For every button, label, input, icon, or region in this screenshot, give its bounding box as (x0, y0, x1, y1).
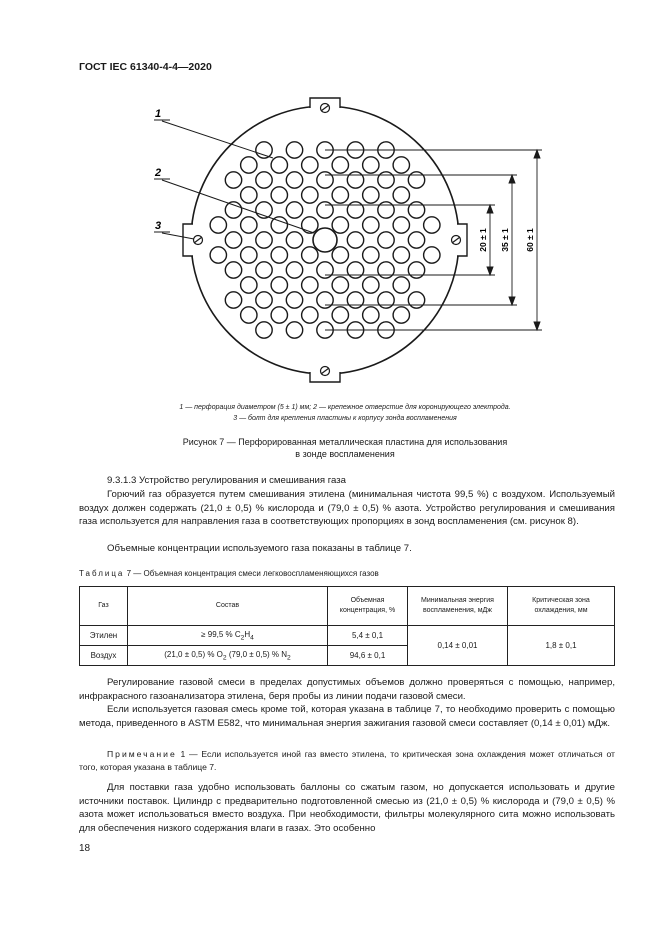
perforation-hole (317, 292, 333, 308)
header-min-energy: Минимальная энергия воспламенения, мДж (408, 587, 508, 626)
perforation-hole (241, 217, 257, 233)
comp-subscript: 2 (240, 634, 245, 642)
perforation-hole (363, 277, 379, 293)
table-caption-label: Таблица (79, 569, 125, 578)
perforation-hole (256, 292, 272, 308)
perforation-hole (363, 307, 379, 323)
figure-caption-line-2: в зонде воспламенения (295, 449, 395, 459)
perforation-hole (241, 157, 257, 173)
perforation-hole (210, 247, 226, 263)
perforation-hole (302, 277, 318, 293)
cell-concentration: 94,6 ± 0,1 (328, 646, 408, 666)
comp-part: ≥ 99,5 % C (201, 629, 241, 639)
perforation-hole (393, 187, 409, 203)
perforation-hole (256, 232, 272, 248)
perforation-hole (271, 277, 287, 293)
perforation-hole (302, 217, 318, 233)
perforation-hole (286, 262, 302, 278)
perforation-hole (225, 262, 241, 278)
perforation-hole (286, 322, 302, 338)
perforation-hole (332, 307, 348, 323)
perforation-hole (424, 247, 440, 263)
perforation-hole (347, 292, 363, 308)
perforation-hole (286, 292, 302, 308)
perforation-hole (332, 247, 348, 263)
perforation-hole (317, 172, 333, 188)
perforation-hole (393, 217, 409, 233)
perforation-hole (225, 202, 241, 218)
table-header-row (80, 587, 615, 626)
perforation-hole (332, 277, 348, 293)
comp-subscript: 4 (250, 634, 254, 642)
dimension-60: 60 ± 1 (525, 228, 535, 252)
dimension-20: 20 ± 1 (478, 228, 488, 252)
header-quench-zone: Критическая зона охлаждения, мм (508, 587, 615, 626)
perforation-hole (256, 142, 272, 158)
perforation-hole (210, 217, 226, 233)
perforation-hole (363, 217, 379, 233)
perforation-hole (378, 262, 394, 278)
perforated-plate-figure (140, 92, 560, 392)
paragraph-5: Для поставки газа удобно использовать баллоны со сжатым газом, но допускается использовать и другие источники поставок. Цилиндр с предварительно подготовленной смесью из (21,0 ± 0,5) % кислорода и (79,0 ± 0,5) % азота может использоваться вместо воздуха. При необходимости, фильтры молекулярного сита можно использовать для обеспечения низкого содержания влаги в газах. Это особенно (79, 782, 615, 834)
perforation-hole (347, 202, 363, 218)
header-composition: Состав (128, 587, 328, 626)
perforation-hole (408, 202, 424, 218)
perforation-hole (241, 307, 257, 323)
perforation-hole (378, 172, 394, 188)
perforation-hole (286, 172, 302, 188)
cell-concentration: 5,4 ± 0,1 (328, 626, 408, 646)
perforation-hole (302, 187, 318, 203)
perforation-hole (393, 157, 409, 173)
perforation-hole (271, 157, 287, 173)
perforation-hole (302, 307, 318, 323)
perforation-hole (378, 292, 394, 308)
callout-2: 2 (155, 167, 162, 179)
cell-composition (128, 646, 328, 666)
table-row (80, 626, 615, 646)
cell-composition (128, 626, 328, 646)
perforation-hole (408, 262, 424, 278)
section-heading: 9.3.1.3 Устройство регулирования и смешивания газа (107, 475, 346, 486)
figure-legend-line-2: 3 — болт для крепления пластины к корпусу зонда воспламенения (233, 415, 457, 422)
note-1 (79, 748, 615, 774)
perforation-hole (317, 202, 333, 218)
paragraph-2: Объемные концентрации используемого газа показаны в таблице 7. (107, 543, 412, 554)
figure-legend-line-1: 1 — перфорация диаметром (5 ± 1) мм; 2 — крепежное отверстие для коронирующего электрода. (179, 404, 511, 411)
electrode-mount-hole (313, 228, 337, 252)
perforation-hole (317, 262, 333, 278)
perforation-hole (363, 247, 379, 263)
perforation-hole (302, 247, 318, 263)
perforation-hole (302, 157, 318, 173)
cell-gas: Воздух (80, 646, 128, 666)
perforation-hole (363, 187, 379, 203)
comp-part: H (244, 629, 251, 639)
document-header: ГОСТ IEC 61340-4-4—2020 (79, 61, 212, 73)
comp-subscript: 2 (222, 654, 227, 662)
perforation-hole (332, 187, 348, 203)
callout-1: 1 (155, 108, 162, 120)
perforation-hole (408, 172, 424, 188)
perforation-hole (332, 157, 348, 173)
perforation-hole (271, 247, 287, 263)
perforation-hole (271, 187, 287, 203)
perforation-hole (256, 322, 272, 338)
perforation-hole (393, 277, 409, 293)
perforation-hole (241, 187, 257, 203)
perforation-hole (332, 217, 348, 233)
perforation-hole (225, 292, 241, 308)
table-caption-text: 7 — Объемная концентрация смеси легковоспламеняющихся газов (126, 569, 379, 578)
paragraph-1: Горючий газ образуется путем смешивания этилена (минимальная чистота 99,5 %) с воздухом. Используемый воздух должен содержать (21,0 ± 0,5) % кислорода и (79,0 ± 0,5) % азота. Устройство регулирования и смешивания газа используется для направления газа в соответствующих пропорциях в зонд воспламенения (см. рисунок 8). (79, 489, 615, 527)
comp-part: (21,0 ± 0,5) % O (164, 649, 223, 659)
perforation-hole (286, 142, 302, 158)
perforation-hole (393, 247, 409, 263)
cell-min-energy: 0,14 ± 0,01 (408, 626, 508, 666)
perforation-hole (271, 307, 287, 323)
perforation-hole (241, 277, 257, 293)
perforation-hole (363, 157, 379, 173)
cell-gas: Этилен (80, 626, 128, 646)
comp-part: (79,0 ± 0,5) % N (226, 649, 288, 659)
gas-concentration-table (79, 586, 615, 666)
perforation-hole (225, 232, 241, 248)
perforation-hole (347, 262, 363, 278)
header-gas: Газ (80, 587, 128, 626)
perforation-hole (393, 307, 409, 323)
figure-caption-line-1: Рисунок 7 — Перфорированная металлическая пластина для использования (182, 437, 508, 447)
perforation-hole (225, 172, 241, 188)
perforation-hole (378, 202, 394, 218)
paragraph-4: Если используется газовая смесь кроме той, которая указана в таблице 7, то необходимо проверить с помощью метода, приведенного в ASTM E582, что минимальная энергия зажигания газовой смеси составляет (0,14 ± 0,01) мДж. (79, 704, 615, 729)
perforation-hole (256, 172, 272, 188)
header-concentration: Объемная концентрация, % (328, 587, 408, 626)
note-label: Примечание (107, 749, 177, 759)
perforation-hole (286, 202, 302, 218)
perforation-hole (286, 232, 302, 248)
perforation-hole (424, 217, 440, 233)
paragraph-3: Регулирование газовой смеси в пределах допустимых объемов должно проверяться с помощью, например, инфракрасного газоанализатора этилена, беря пробы из линии подачи газовой смеси. (79, 677, 615, 702)
perforation-hole (408, 232, 424, 248)
cell-quench-zone: 1,8 ± 0,1 (508, 626, 615, 666)
comp-subscript: 2 (287, 654, 291, 662)
perforation-hole (378, 232, 394, 248)
perforation-hole (241, 247, 257, 263)
dimension-35: 35 ± 1 (500, 228, 510, 252)
perforation-hole (408, 292, 424, 308)
page-number: 18 (79, 843, 91, 854)
perforation-hole (347, 172, 363, 188)
perforation-hole (347, 232, 363, 248)
perforation-hole (256, 262, 272, 278)
table-caption (79, 569, 379, 578)
note-text: 1 — Если используется иной газ вместо этилена, то критическая зона охлаждения может отличаться от того, которая указана в таблице 7. (79, 749, 615, 772)
callout-3: 3 (155, 220, 162, 232)
